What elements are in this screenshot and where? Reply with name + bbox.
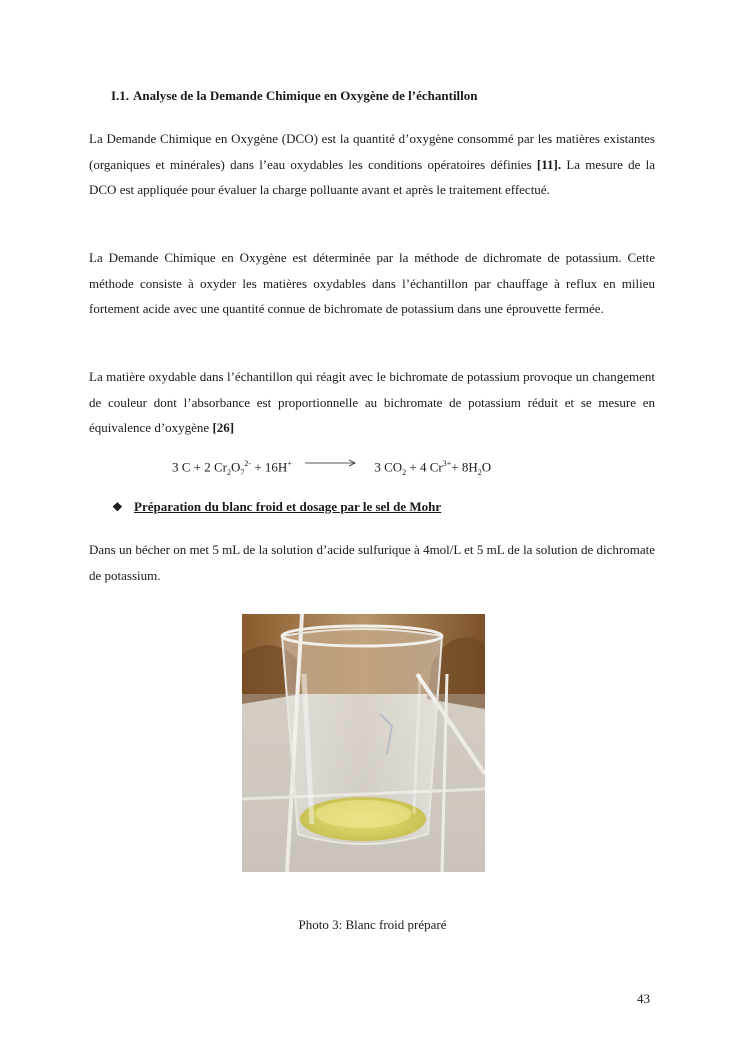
eq-superscript: 2- [244,459,252,468]
eq-text: O [231,459,241,475]
heading-title: Analyse de la Demande Chimique en Oxygène de l’échantillon [133,88,478,103]
eq-subscript: 2 [477,467,482,477]
paragraph-text: La mesure de la DCO est appliquée pour évaluer la charge polluante avant et après le traitement effectué. [89,156,655,197]
reference-11: [11]. [536,156,562,172]
eq-subscript: 7 [240,467,245,477]
eq-superscript: 3+ [442,459,452,468]
paragraph-method: La Demande Chimique en Oxygène est déterminée par la méthode de dichromate de potassium. Cette méthode consiste à oxyder les matières oxydables dans l’échantillon par chauffage à reflux en milieu fortement acide avec une quantité connue de bichromate de potassium dans une éprouvette fermée. [89,250,655,316]
diamond-bullet-icon: ❖ [112,500,123,514]
eq-subscript: 2 [402,467,407,477]
eq-superscript: + [287,459,292,468]
heading-number: I.1. [111,88,130,103]
eq-text: 3 C + 2 Cr [172,459,228,475]
paragraph-absorbance [89,364,655,441]
paragraph-text: La Demande Chimique en Oxygène (DCO) est la quantité d’oxygène consommé par les matières existantes (organiques et minérales) dans l’eau oxydables les conditions opératoires définies [89,131,655,172]
beaker-photo [242,614,485,872]
eq-text: 3 CO [374,459,403,475]
page-number: 43 [637,991,650,1006]
reaction-arrow-icon [305,455,357,471]
paragraph-preparation: Dans un bécher on met 5 mL de la solution d’acide sulfurique à 4mol/L et 5 mL de la solution de dichromate de potassium. [89,542,655,583]
eq-text: + 4 Cr [406,459,443,475]
eq-text: O [481,459,492,475]
paragraph-text: La matière oxydable dans l’échantillon qui réagit avec le bichromate de potassium provoque un changement de couleur dont l’absorbance est proportionnelle au bichromate de potassium réduit et se mesure en équivalence d’oxygène [89,369,655,435]
eq-text: + 8H [451,459,478,475]
subsection-heading [112,499,441,515]
eq-subscript: 2 [227,467,232,477]
chemical-equation [172,459,491,477]
section-heading [111,88,478,104]
photo-caption: Photo 3: Blanc froid préparé [298,917,447,932]
eq-text: + 16H [251,459,288,475]
paragraph-dco-definition [89,126,655,203]
subsection-title: Préparation du blanc froid et dosage par le sel de Mohr [134,499,442,514]
reference-26: [26] [212,420,235,435]
